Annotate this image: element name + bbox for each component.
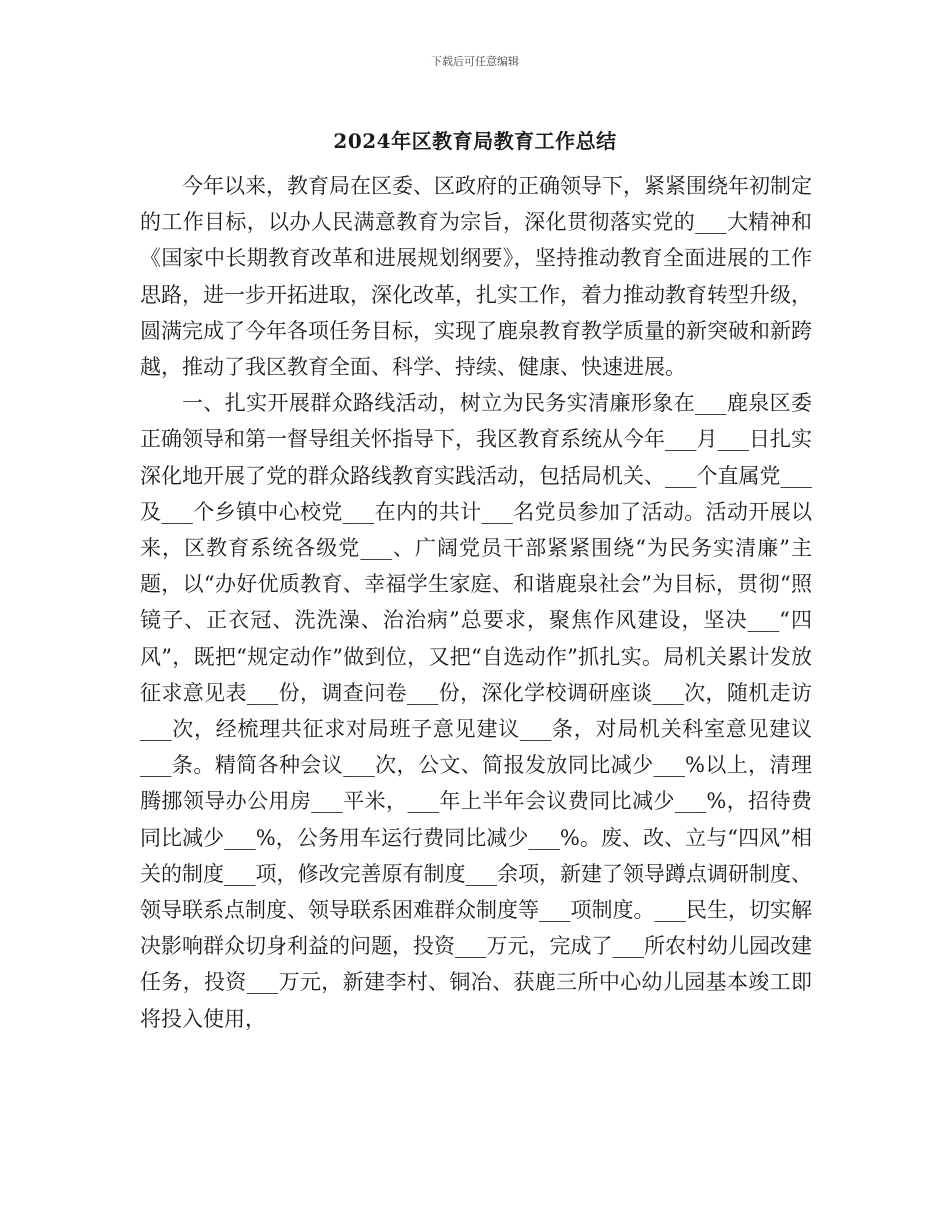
document-title: 2024年区教育局教育工作总结 — [333, 129, 617, 153]
paragraph-section-1: 一、扎实开展群众路线活动，树立为民务实清廉形象在___鹿泉区委正确领导和第一督导组关怀指导下，我区教育系统从今年___月___日扎实深化地开展了党的群众路线教育实践活动，包括局机关、___个直属党___及___个乡镇中心校党___在内的共计___名党员参加了活动。活动开展以来，区教育系统各级党___、广阔党员干部紧紧围绕“为民务实清廉”主题，以“办好优质教育、幸福学生家庭、和谐鹿泉社会”为目标，贯彻“照镜子、正衣冠、洗洗澡、治治病”总要求，聚焦作风建设，坚决___“四风”，既把“规定动作”做到位，又把“自选动作”抓扎实。局机关累计发放征求意见表___份，调查问卷___份，深化学校调研座谈___次，随机走访___次，经梳理共征求对局班子意见建议___条，对局机关科室意见建议___条。精简各种会议___次，公文、简报发放同比减少___%以上，清理腾挪领导办公用房___平米，___年上半年会议费同比减少___%，招待费同比减少___%，公务用车运行费同比减少___%。废、改、立与“四风”相关的制度___项，修改完善原有制度___余项，新建了领导蹲点调研制度、领导联系点制度、领导联系困难群众制度等___项制度。___民生，切实解决影响群众切身利益的问题，投资___万元，完成了___所农村幼儿园改建任务，投资___万元，新建李村、铜冶、获鹿三所中心幼儿园基本竣工即将投入使用， — [140, 391, 812, 1031]
download-note: 下载后可任意编辑 — [431, 55, 519, 68]
paragraph-intro: 今年以来，教育局在区委、区政府的正确领导下，紧紧围绕年初制定的工作目标，以办人民满意教育为宗旨，深化贯彻落实党的___大精神和《国家中长期教育改革和进展规划纲要》，坚持推动教育全面进展的工作思路，进一步开拓进取，深化改革，扎实工作，着力推动教育转型升级，圆满完成了今年各项任务目标，实现了鹿泉教育教学质量的新突破和新跨越，推动了我区教育全面、科学、持续、健康、快速进展。 — [140, 174, 812, 380]
document-body — [140, 168, 812, 1037]
